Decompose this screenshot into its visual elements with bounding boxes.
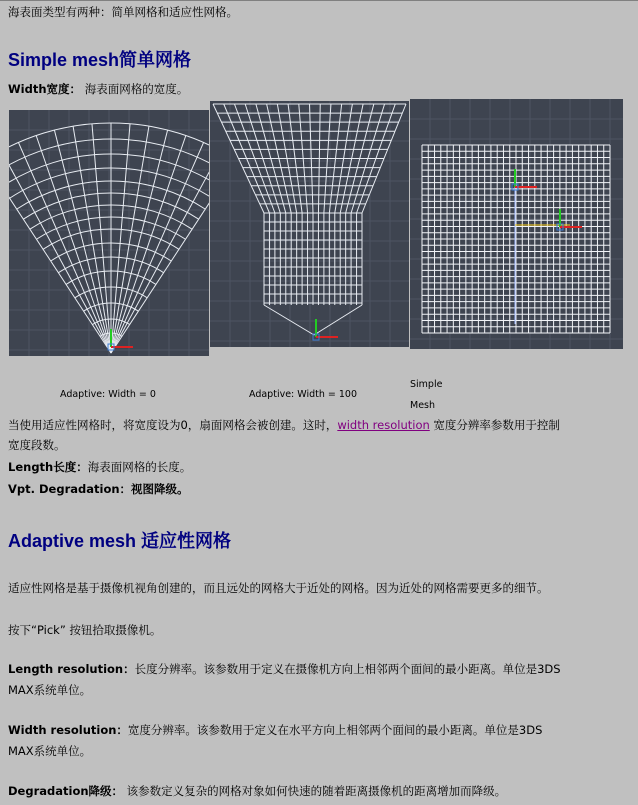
top-rule xyxy=(0,0,638,1)
width-label: Width宽度： xyxy=(8,82,82,96)
width-line xyxy=(8,79,188,99)
vpt-desc: 视图降级。 xyxy=(131,482,189,496)
viewport-simple-mesh xyxy=(410,99,623,349)
degradation-line xyxy=(8,781,506,801)
caption-mesh: Mesh xyxy=(410,400,436,411)
length-resolution-line xyxy=(8,659,561,679)
length-resolution-line2: MAX系统单位。 xyxy=(8,683,92,697)
simple-mesh-heading: Simple mesh简单网格 xyxy=(8,50,192,70)
width-resolution-line2: MAX系统单位。 xyxy=(8,744,92,758)
length-desc: 海表面网格的长度。 xyxy=(87,460,192,474)
width-resolution-label: Width resolution： xyxy=(8,723,128,737)
length-line xyxy=(8,457,191,477)
adaptive-mesh-heading: Adaptive mesh 适应性网格 xyxy=(8,531,232,551)
length-label: Length长度： xyxy=(8,460,88,474)
width-resolution-link[interactable]: width resolution xyxy=(337,418,430,432)
viewport-adaptive-width-100 xyxy=(210,101,409,347)
length-resolution-label: Length resolution： xyxy=(8,662,135,676)
para1-line2: 宽度段数。 xyxy=(8,438,66,452)
para1-text-b: 宽度分辨率参数用于控制 xyxy=(429,418,560,432)
degradation-label: Degradation降级： xyxy=(8,784,124,798)
width-desc: 海表面网格的宽度。 xyxy=(84,82,189,96)
para1-text-a: 当使用适应性网格时，将宽度设为0，扇面网格会被创建。这时， xyxy=(8,418,338,432)
para3-text: 按下“Pick” 按钮拾取摄像机。 xyxy=(8,623,162,637)
para2-text: 适应性网格是基于摄像机视角创建的，而且远处的网格大于近处的网格。因为近处的网格需要更多的细节。 xyxy=(8,581,549,595)
viewport-adaptive-width-0 xyxy=(9,110,209,356)
caption-simple: Simple xyxy=(410,379,443,390)
intro-text: 海表面类型有两种：简单网格和适应性网格。 xyxy=(8,5,238,19)
vpt-label: Vpt. Degradation： xyxy=(8,482,132,496)
vpt-line xyxy=(8,479,189,499)
degradation-desc: 该参数定义复杂的网格对象如何快速的随着距离摄像机的距离增加而降级。 xyxy=(123,784,507,798)
width-resolution-desc: 宽度分辨率。该参数用于定义在水平方向上相邻两个面间的最小距离。单位是3DS xyxy=(127,723,543,737)
para1-line1 xyxy=(8,415,560,435)
length-resolution-desc: 长度分辨率。该参数用于定义在摄像机方向上相邻两个面间的最小距离。单位是3DS xyxy=(134,662,561,676)
caption-adaptive-0: Adaptive: Width = 0 xyxy=(60,389,156,400)
width-resolution-line xyxy=(8,720,542,740)
caption-adaptive-100: Adaptive: Width = 100 xyxy=(249,389,357,400)
